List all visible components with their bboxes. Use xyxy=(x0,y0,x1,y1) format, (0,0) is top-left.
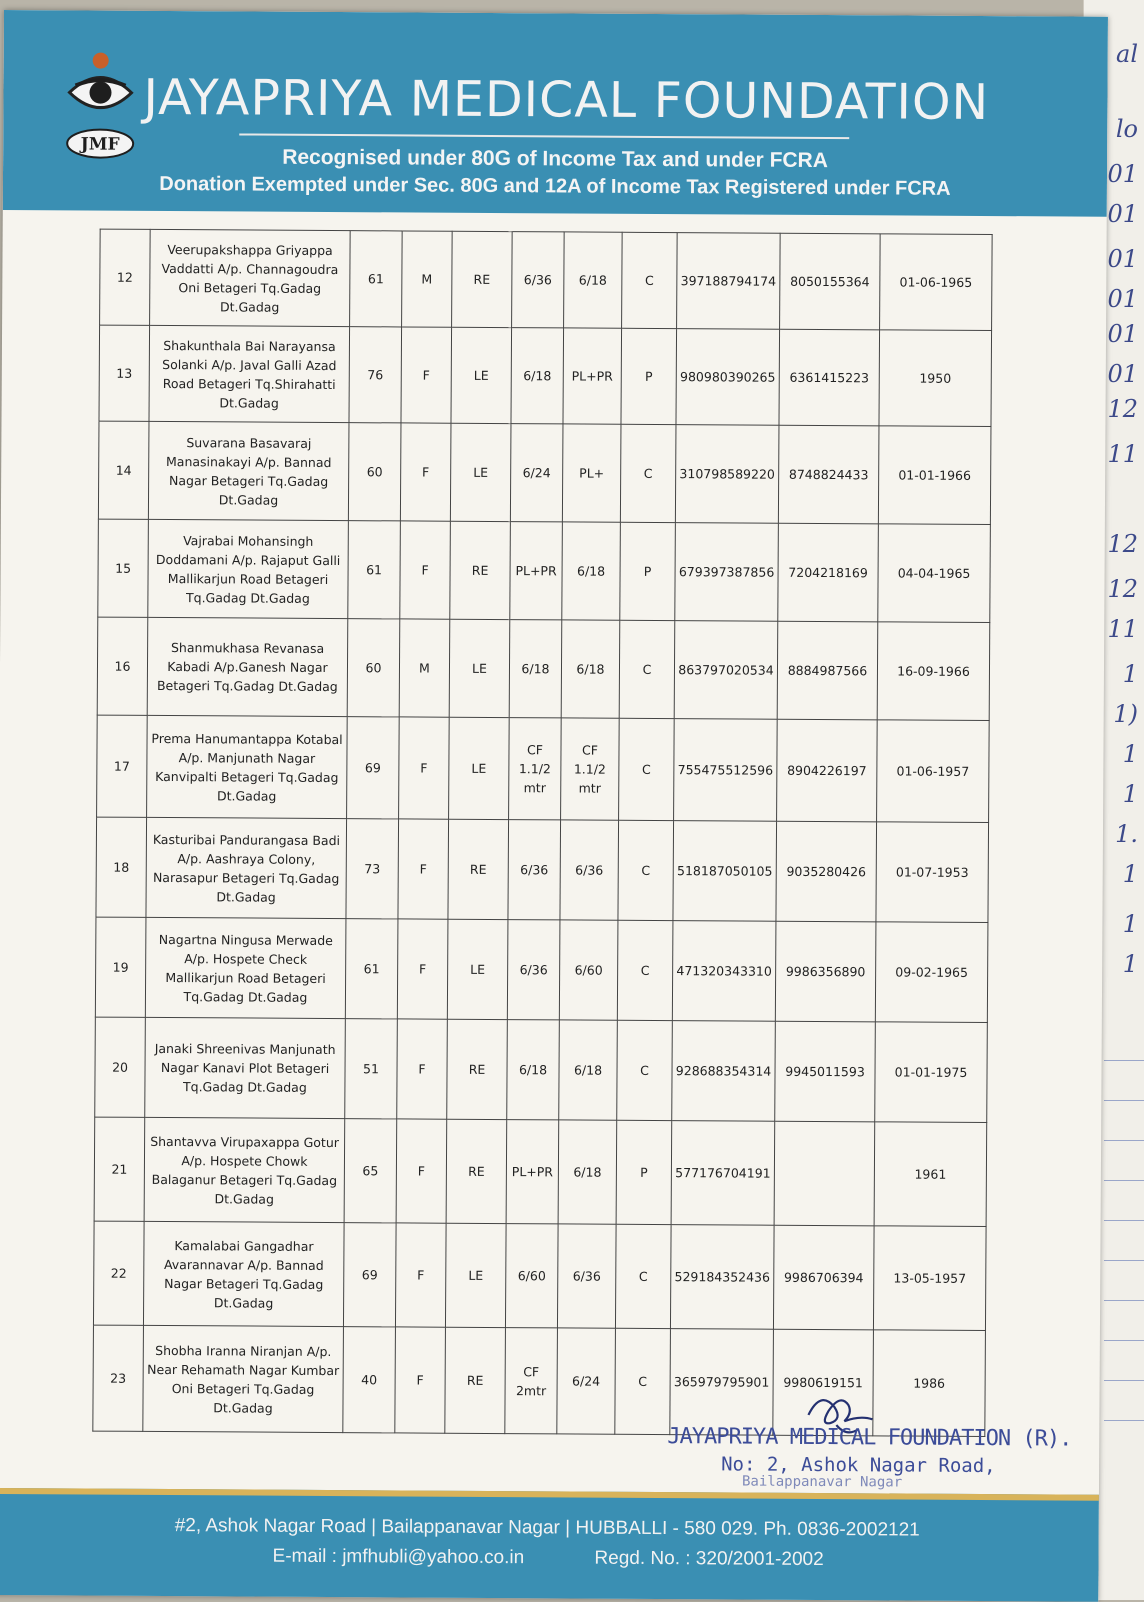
eye-cell: LE xyxy=(445,1223,506,1327)
vision-after-cell: 6/18 xyxy=(559,1020,618,1120)
vision-before-cell: 6/36 xyxy=(507,920,560,1020)
vision-after-cell: 6/60 xyxy=(559,920,618,1020)
eye-cell: LE xyxy=(450,423,511,521)
vision-after-cell: PL+PR xyxy=(563,328,622,424)
age-cell: 61 xyxy=(348,521,401,619)
serial-cell: 15 xyxy=(98,519,149,617)
aadhaar-cell: 310798589220 xyxy=(675,425,779,524)
foundation-stamp xyxy=(667,1424,1087,1492)
dob-cell: 16-09-1966 xyxy=(877,622,990,721)
eye-cell: RE xyxy=(447,1019,508,1119)
handwriting-mark: lo xyxy=(1115,115,1138,143)
handwriting-mark: 11 xyxy=(1107,440,1138,468)
sex-cell: M xyxy=(399,619,450,717)
handwriting-mark: 01 xyxy=(1107,245,1138,273)
dob-cell: 01-07-1953 xyxy=(876,822,989,923)
ruled-line xyxy=(1104,1100,1144,1101)
phone-cell: 9986356890 xyxy=(775,921,876,1022)
dob-cell: 01-06-1965 xyxy=(880,234,993,331)
phone-cell: 9035280426 xyxy=(776,821,877,922)
handwriting-mark: 1) xyxy=(1113,700,1138,728)
name-address-cell: Janaki Shreenivas Manjunath Nagar Kanavi Plot Betageri Tq.Gadag Dt.Gadag xyxy=(145,1017,346,1118)
dob-cell: 1950 xyxy=(879,330,992,427)
serial-cell: 14 xyxy=(98,421,149,519)
age-cell: 60 xyxy=(347,619,400,717)
handwriting-mark: 11 xyxy=(1107,615,1138,643)
dob-cell: 1961 xyxy=(874,1122,987,1227)
category-cell: P xyxy=(621,328,677,424)
sex-cell: F xyxy=(400,521,451,619)
handwriting-mark: 1 xyxy=(1122,950,1138,978)
age-cell: 51 xyxy=(345,1019,398,1119)
sex-cell: M xyxy=(402,231,453,327)
category-cell: C xyxy=(617,1020,673,1120)
subtitle-line-1: Recognised under 80G of Income Tax and under FCRA xyxy=(282,145,829,173)
subtitle-line-2: Donation Exempted under Sec. 80G and 12A of Income Tax Registered under FCRA xyxy=(159,172,951,200)
name-address-cell: Shantavva Virupaxappa Gotur A/p. Hospete Chowk Balaganur Betageri Tq.Gadag Dt.Gadag xyxy=(144,1117,345,1222)
name-address-cell: Shakunthala Bai Narayansa Solanki A/p. Javal Galli Azad Road Betageri Tq.Shirahatti Dt.Gadag xyxy=(149,325,350,422)
table-row xyxy=(93,1221,986,1330)
category-cell: P xyxy=(620,522,676,620)
category-cell: C xyxy=(620,424,676,522)
name-address-cell: Shanmukhasa Revanasa Kabadi A/p.Ganesh Nagar Betageri Tq.Gadag Dt.Gadag xyxy=(147,617,348,716)
handwriting-mark: 01 xyxy=(1107,285,1138,313)
ruled-line xyxy=(1104,1300,1144,1301)
aadhaar-cell: 529184352436 xyxy=(670,1225,774,1330)
vision-after-cell: 6/36 xyxy=(557,1224,616,1328)
category-cell: P xyxy=(616,1120,672,1224)
phone-cell: 9986706394 xyxy=(773,1225,874,1330)
ruled-line xyxy=(1104,1340,1144,1341)
serial-cell: 12 xyxy=(100,229,151,325)
aadhaar-cell: 863797020534 xyxy=(674,621,778,720)
age-cell: 73 xyxy=(346,819,399,919)
vision-after-cell: 6/18 xyxy=(561,620,620,718)
sex-cell: F xyxy=(395,1223,446,1327)
ruled-line xyxy=(1104,1420,1144,1421)
aadhaar-cell: 928688354314 xyxy=(672,1021,776,1122)
stamp-line-2: No: 2, Ashok Nagar Road, xyxy=(721,1453,996,1478)
phone-cell: 6361415223 xyxy=(779,329,880,426)
handwriting-mark: 1 xyxy=(1122,660,1138,688)
ruled-line xyxy=(1104,1380,1144,1381)
footer-contact xyxy=(272,1546,1107,1575)
footer-email: E-mail : jmfhubli@yahoo.co.in xyxy=(272,1545,525,1569)
age-cell: 40 xyxy=(343,1327,396,1433)
category-cell: C xyxy=(619,620,675,718)
sex-cell: F xyxy=(399,717,450,819)
aadhaar-cell: 577176704191 xyxy=(671,1121,775,1226)
vision-after-cell: 6/18 xyxy=(564,232,623,328)
sex-cell: F xyxy=(397,1019,448,1119)
name-address-cell: Veerupakshappa Griyappa Vaddatti A/p. Channagoudra Oni Betageri Tq.Gadag Dt.Gadag xyxy=(150,229,351,326)
vision-after-cell: 6/18 xyxy=(558,1120,617,1224)
aadhaar-cell: 679397387856 xyxy=(675,523,779,622)
handwriting-mark: 01 xyxy=(1107,320,1138,348)
handwriting-mark: 12 xyxy=(1107,395,1138,423)
footer-regd: Regd. No. : 320/2001-2002 xyxy=(594,1547,824,1571)
vision-before-cell: 6/24 xyxy=(510,424,563,522)
stamp-line-1: JAYAPRIYA MEDICAL FOUNDATION (R). xyxy=(667,1424,1072,1452)
table-row xyxy=(98,519,991,622)
table-row xyxy=(98,421,991,524)
serial-cell: 21 xyxy=(94,1117,145,1221)
serial-cell: 22 xyxy=(93,1221,144,1325)
dob-cell: 09-02-1965 xyxy=(875,922,988,1023)
dob-cell: 01-06-1957 xyxy=(877,720,990,823)
age-cell: 76 xyxy=(349,327,402,423)
table-row xyxy=(95,1017,988,1122)
serial-cell: 19 xyxy=(95,917,146,1017)
category-cell: C xyxy=(615,1328,671,1434)
handwriting-mark: 12 xyxy=(1107,530,1138,558)
vision-before-cell: PL+PR xyxy=(506,1120,559,1224)
aadhaar-cell: 365979795901 xyxy=(670,1329,774,1436)
serial-cell: 20 xyxy=(95,1017,146,1117)
eye-cell: LE xyxy=(449,619,510,717)
name-address-cell: Nagartna Ningusa Merwade A/p. Hospete Check Mallikarjun Road Betageri Tq.Gadag Dt.Gadag xyxy=(145,917,346,1018)
age-cell: 61 xyxy=(350,231,403,327)
letterhead-footer xyxy=(0,1488,1099,1602)
ruled-line xyxy=(1104,1260,1144,1261)
handwriting-mark: 01 xyxy=(1107,160,1138,188)
dob-cell: 01-01-1975 xyxy=(875,1022,988,1123)
title-underline xyxy=(239,133,849,139)
name-address-cell: Kamalabai Gangadhar Avarannavar A/p. Bannad Nagar Betageri Tq.Gadag Dt.Gadag xyxy=(143,1221,344,1326)
category-cell: C xyxy=(615,1224,671,1328)
phone-cell xyxy=(774,1121,875,1226)
dob-cell: 01-01-1966 xyxy=(878,426,991,525)
letterhead-page xyxy=(0,10,1108,1602)
ruled-line xyxy=(1104,1180,1144,1181)
table-row xyxy=(96,817,989,922)
table-row xyxy=(95,917,988,1022)
aadhaar-cell: 755475512596 xyxy=(674,719,778,822)
foundation-title: JAYAPRIYA MEDICAL FOUNDATION xyxy=(143,68,990,132)
serial-cell: 18 xyxy=(96,817,147,917)
sex-cell: F xyxy=(397,919,448,1019)
handwriting-mark: 01 xyxy=(1107,360,1138,388)
age-cell: 60 xyxy=(348,423,401,521)
eye-cell: LE xyxy=(451,327,512,423)
handwriting-mark: 12 xyxy=(1107,575,1138,603)
eye-cell: RE xyxy=(452,231,513,327)
phone-cell: 8884987566 xyxy=(777,621,878,720)
handwriting-mark: al xyxy=(1116,40,1138,68)
table-row xyxy=(97,715,990,822)
handwriting-mark: 1 xyxy=(1122,860,1138,888)
aadhaar-cell: 397188794174 xyxy=(677,233,781,330)
vision-after-cell: CF 1.1/2 mtr xyxy=(561,718,620,820)
vision-after-cell: PL+ xyxy=(562,424,621,522)
vision-before-cell: 6/18 xyxy=(507,1020,560,1120)
aadhaar-cell: 518187050105 xyxy=(673,821,777,922)
eye-cell: RE xyxy=(448,819,509,919)
handwriting-mark: 01 xyxy=(1107,200,1138,228)
handwriting-mark: 1 xyxy=(1122,910,1138,938)
name-address-cell: Kasturibai Pandurangasa Badi A/p. Aashraya Colony, Narasapur Betageri Tq.Gadag Dt.Gadag xyxy=(146,817,347,918)
table-row xyxy=(100,229,993,330)
sex-cell: F xyxy=(395,1327,446,1433)
phone-cell: 8050155364 xyxy=(780,233,881,330)
dob-cell: 04-04-1965 xyxy=(878,524,991,623)
sex-cell: F xyxy=(396,1119,447,1223)
eye-cell: LE xyxy=(447,919,508,1019)
ruled-line xyxy=(1104,1140,1144,1141)
vision-before-cell: CF 1.1/2 mtr xyxy=(509,718,562,820)
footer-address: #2, Ashok Nagar Road | Bailappanavar Nagar | HUBBALLI - 580 029. Ph. 0836-2002121 xyxy=(174,1515,920,1541)
aadhaar-cell: 980980390265 xyxy=(676,329,780,426)
handwriting-mark: 1. xyxy=(1115,820,1138,848)
serial-cell: 13 xyxy=(99,325,150,421)
phone-cell: 8748824433 xyxy=(778,425,879,524)
sex-cell: F xyxy=(398,819,449,919)
logo-text: JMF xyxy=(80,134,120,155)
vision-before-cell: 6/36 xyxy=(508,820,561,920)
stamp-line-3: Bailappanavar Nagar xyxy=(741,1473,903,1491)
sex-cell: F xyxy=(401,327,452,423)
ruled-line xyxy=(1104,1220,1144,1221)
eye-cell: LE xyxy=(449,717,510,819)
name-address-cell: Shobha Iranna Niranjan A/p. Near Rehamath Nagar Kumbar Oni Betageri Tq.Gadag Dt.Gadag xyxy=(143,1325,344,1432)
handwriting-mark: 1 xyxy=(1122,780,1138,808)
handwriting-mark: 1 xyxy=(1122,740,1138,768)
dob-cell: 13-05-1957 xyxy=(873,1226,986,1331)
sex-cell: F xyxy=(400,423,451,521)
name-address-cell: Prema Hanumantappa Kotabal A/p. Manjunath Nagar Kanvipalti Betageri Tq.Gadag Dt.Gadag xyxy=(147,715,348,818)
vision-after-cell: 6/18 xyxy=(562,522,621,620)
vision-before-cell: 6/60 xyxy=(505,1224,558,1328)
age-cell: 69 xyxy=(347,717,400,819)
name-address-cell: Suvarana Basavaraj Manasinakayi A/p. Bannad Nagar Betageri Tq.Gadag Dt.Gadag xyxy=(148,421,349,520)
age-cell: 65 xyxy=(344,1119,397,1223)
category-cell: C xyxy=(617,920,673,1020)
patient-table-body xyxy=(93,229,992,1436)
phone-cell: 7204218169 xyxy=(778,523,879,622)
letterhead-header xyxy=(3,10,1108,217)
category-cell: C xyxy=(618,820,674,920)
table-row xyxy=(94,1117,987,1226)
age-cell: 61 xyxy=(345,919,398,1019)
eye-cell: RE xyxy=(445,1327,506,1433)
patient-table xyxy=(92,229,992,1437)
vision-before-cell: 6/18 xyxy=(509,620,562,718)
eye-cell: RE xyxy=(450,521,511,619)
serial-cell: 16 xyxy=(97,617,148,715)
ruled-line xyxy=(1104,1060,1144,1061)
phone-cell: 9945011593 xyxy=(775,1021,876,1122)
phone-cell: 9980619151 xyxy=(773,1329,874,1436)
vision-after-cell: 6/24 xyxy=(557,1328,616,1434)
serial-cell: 17 xyxy=(97,715,148,817)
serial-cell: 23 xyxy=(93,1325,144,1431)
aadhaar-cell: 471320343310 xyxy=(672,921,776,1022)
name-address-cell: Vajrabai Mohansingh Doddamani A/p. Rajaput Galli Mallikarjun Road Betageri Tq.Gadag Dt.Gadag xyxy=(148,519,349,618)
vision-after-cell: 6/36 xyxy=(560,820,619,920)
vision-before-cell: 6/18 xyxy=(511,328,564,424)
eye-cell: RE xyxy=(446,1119,507,1223)
category-cell: C xyxy=(622,232,678,328)
category-cell: C xyxy=(619,718,675,820)
vision-before-cell: 6/36 xyxy=(512,232,565,328)
table-row xyxy=(99,325,992,426)
vision-before-cell: PL+PR xyxy=(510,522,563,620)
phone-cell: 8904226197 xyxy=(777,719,878,822)
vision-before-cell: CF 2mtr xyxy=(505,1328,558,1434)
dob-cell: 1986 xyxy=(873,1330,986,1437)
age-cell: 69 xyxy=(343,1223,396,1327)
table-row xyxy=(97,617,990,720)
